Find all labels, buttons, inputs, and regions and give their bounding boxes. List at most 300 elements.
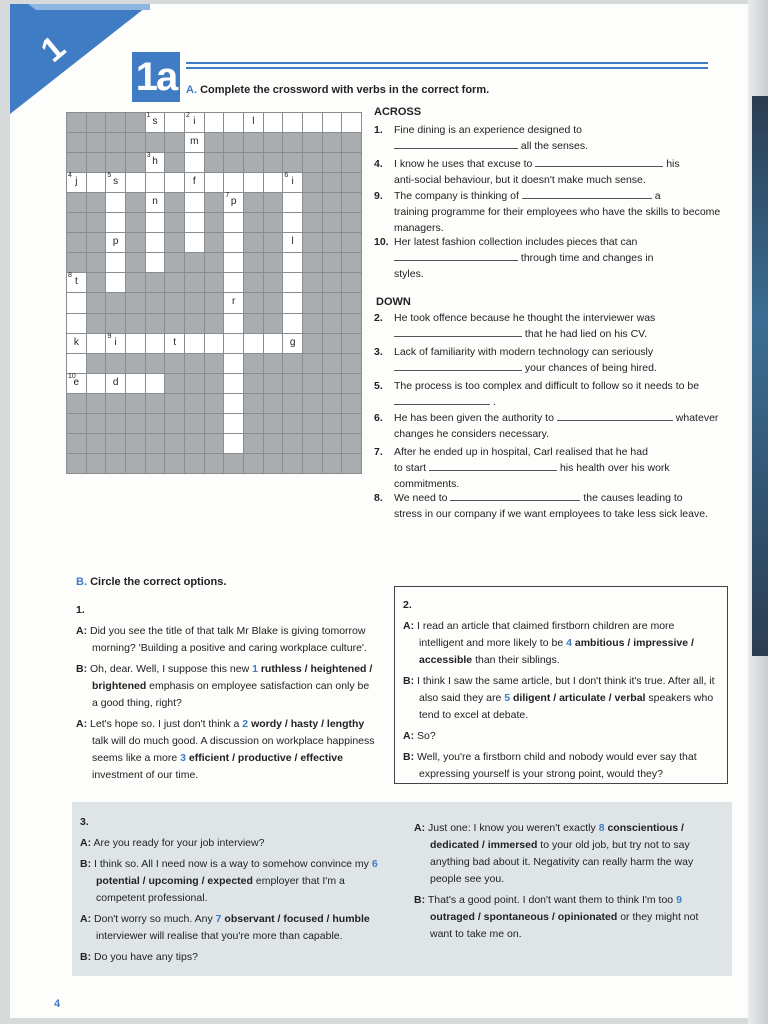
- line-text: than their siblings.: [475, 654, 560, 666]
- crossword-block: [87, 454, 106, 473]
- option-number: 2: [242, 718, 249, 730]
- crossword-cell[interactable]: [185, 193, 204, 212]
- answer-blank[interactable]: [394, 250, 518, 261]
- clue-item: [374, 344, 726, 376]
- crossword-cell[interactable]: [106, 233, 125, 252]
- crossword-cell[interactable]: [224, 293, 243, 312]
- cell-letter: n: [152, 196, 158, 208]
- clue-part: that he had lied on his CV.: [524, 328, 648, 340]
- dialogue-line: [403, 673, 719, 724]
- crossword-cell[interactable]: [264, 113, 283, 132]
- crossword-block: [244, 293, 263, 312]
- crossword-block: [185, 434, 204, 453]
- crossword-cell[interactable]: [106, 173, 125, 192]
- crossword-cell[interactable]: [205, 113, 224, 132]
- answer-blank[interactable]: [429, 460, 557, 471]
- option-number: 5: [504, 692, 511, 704]
- dialogue-line: [414, 892, 722, 943]
- clue-num: 3.: [374, 346, 383, 358]
- crossword-block: [67, 213, 86, 232]
- option-choices[interactable]: ambitious / impressive / accessible: [419, 637, 694, 666]
- section-b-title: [76, 576, 226, 588]
- crossword-block: [342, 293, 361, 312]
- cell-letter: g: [289, 336, 296, 348]
- crossword-cell[interactable]: [126, 173, 145, 192]
- crossword-block: [165, 153, 184, 172]
- option-choices[interactable]: conscientious / dedicated / immersed: [430, 822, 684, 851]
- crossword-block: [283, 133, 302, 152]
- crossword-cell[interactable]: [224, 113, 243, 132]
- crossword-cell[interactable]: [106, 273, 125, 292]
- crossword-cell[interactable]: [67, 273, 86, 292]
- crossword-block: [87, 354, 106, 373]
- clue-part: I know he uses that excuse to: [394, 158, 533, 170]
- crossword-cell[interactable]: [244, 113, 263, 132]
- crossword-block: [323, 314, 342, 333]
- crossword-block: [205, 273, 224, 292]
- crossword-block: [244, 233, 263, 252]
- crossword-block: [87, 414, 106, 433]
- crossword-cell[interactable]: [146, 173, 165, 192]
- crossword-block: [146, 454, 165, 473]
- crossword-cell[interactable]: [126, 334, 145, 353]
- clue-part: Her latest fashion collection includes pieces that can: [394, 236, 638, 248]
- clue-text: [394, 188, 726, 236]
- cell-letter: j: [75, 176, 78, 188]
- crossword-cell[interactable]: [67, 334, 86, 353]
- crossword-block: [264, 233, 283, 252]
- crossword-block: [244, 133, 263, 152]
- cell-letter: l: [291, 236, 294, 248]
- crossword-block: [205, 454, 224, 473]
- crossword-cell[interactable]: [224, 233, 243, 252]
- crossword-cell[interactable]: [185, 213, 204, 232]
- speaker: B:: [403, 675, 415, 687]
- crossword-cell[interactable]: [283, 173, 302, 192]
- line-text: Do you have any tips?: [94, 951, 198, 963]
- crossword-block: [303, 213, 322, 232]
- crossword-block: [67, 233, 86, 252]
- crossword-block: [205, 233, 224, 252]
- crossword-cell[interactable]: [264, 334, 283, 353]
- crossword-cell[interactable]: [146, 113, 165, 132]
- crossword-block: [146, 293, 165, 312]
- line-text: investment of our time.: [92, 769, 199, 781]
- cell-letter: t: [173, 336, 177, 348]
- dialogue-line: [80, 911, 390, 945]
- speaker: A:: [76, 718, 88, 730]
- crossword-block: [342, 273, 361, 292]
- crossword-block: [185, 273, 204, 292]
- crossword-cell[interactable]: [224, 213, 243, 232]
- crossword-block: [146, 434, 165, 453]
- option-choices[interactable]: efficient / productive / effective: [188, 752, 343, 764]
- crossword-grid: [66, 112, 362, 474]
- clue-item: [374, 122, 726, 154]
- workbook-page: [10, 4, 748, 1018]
- crossword-cell[interactable]: [283, 314, 302, 333]
- crossword-block: [283, 414, 302, 433]
- crossword-block: [87, 113, 106, 132]
- crossword-block: [303, 173, 322, 192]
- unit-tab-number: 1: [33, 28, 73, 70]
- crossword-block: [244, 193, 263, 212]
- clue-text: [394, 234, 726, 282]
- clue-part: anti-social behaviour, but it doesn't make much sense.: [394, 174, 646, 186]
- crossword-cell[interactable]: [224, 434, 243, 453]
- crossword-cell[interactable]: [224, 173, 243, 192]
- clue-num: 1.: [374, 124, 383, 136]
- dialogue-line: [76, 623, 376, 657]
- crossword-block: [185, 354, 204, 373]
- crossword-block: [303, 193, 322, 212]
- option-choices[interactable]: outraged / spontaneous / opinionated: [430, 911, 618, 923]
- dialogue-line: [414, 820, 722, 888]
- answer-blank[interactable]: [522, 188, 652, 199]
- crossword-block: [87, 233, 106, 252]
- dialogue-line: [80, 856, 390, 907]
- section-b-letter: B.: [76, 576, 87, 588]
- crossword-cell[interactable]: [87, 173, 106, 192]
- dialogue-line: [76, 661, 376, 712]
- line-text: I think I saw the same article, but I don't think it's true. After all, it also said they are: [417, 675, 715, 704]
- down-heading: DOWN: [376, 296, 411, 308]
- answer-blank[interactable]: [394, 360, 522, 371]
- clue-part: The process is too complex and difficult to follow so it: [394, 380, 642, 392]
- clue-num: 7.: [374, 446, 383, 458]
- crossword-block: [205, 354, 224, 373]
- crossword-cell[interactable]: [146, 253, 165, 272]
- answer-blank[interactable]: [557, 410, 673, 421]
- cell-letter: k: [73, 336, 79, 348]
- crossword-cell[interactable]: [224, 394, 243, 413]
- crossword-block: [126, 113, 145, 132]
- clue-part: He has been given the authority to: [394, 412, 554, 424]
- clue-text: [394, 378, 726, 410]
- crossword-cell[interactable]: [87, 374, 106, 393]
- clue-part: his health over his work commitments.: [394, 462, 670, 490]
- crossword-block: [323, 173, 342, 192]
- crossword-cell[interactable]: [106, 193, 125, 212]
- clue-item: [374, 490, 726, 522]
- crossword-block: [126, 193, 145, 212]
- crossword-cell[interactable]: [224, 193, 243, 212]
- crossword-block: [67, 193, 86, 212]
- crossword-block: [185, 253, 204, 272]
- line-text: or they might not want to take me on.: [430, 911, 699, 940]
- section-a-title: [186, 84, 489, 96]
- clue-part: styles.: [394, 268, 424, 280]
- crossword-block: [244, 213, 263, 232]
- crossword-cell[interactable]: [165, 113, 184, 132]
- speaker: B:: [80, 858, 92, 870]
- crossword-block: [264, 193, 283, 212]
- crossword-block: [146, 414, 165, 433]
- cell-letter: f: [192, 176, 196, 188]
- crossword-block: [126, 213, 145, 232]
- crossword-cell[interactable]: [303, 113, 322, 132]
- crossword-block: [342, 173, 361, 192]
- crossword-cell[interactable]: [224, 374, 243, 393]
- crossword-block: [342, 193, 361, 212]
- crossword-block: [264, 273, 283, 292]
- dialogue-line: [403, 728, 719, 745]
- crossword-cell[interactable]: [146, 334, 165, 353]
- dialogue-2-box: [394, 586, 728, 784]
- crossword-block: [106, 293, 125, 312]
- crossword-cell[interactable]: [106, 334, 125, 353]
- crossword-cell[interactable]: [106, 213, 125, 232]
- answer-blank[interactable]: [394, 394, 490, 405]
- clue-part: We need to: [394, 492, 448, 504]
- crossword-cell[interactable]: [323, 113, 342, 132]
- clue-part: his: [666, 158, 680, 170]
- crossword-block: [283, 434, 302, 453]
- crossword-block: [146, 394, 165, 413]
- crossword-cell[interactable]: [283, 253, 302, 272]
- crossword-block: [323, 334, 342, 353]
- crossword-block: [126, 434, 145, 453]
- clue-part: .: [492, 396, 496, 408]
- crossword-block: [126, 253, 145, 272]
- speaker: A:: [76, 625, 88, 637]
- crossword-cell[interactable]: [264, 173, 283, 192]
- crossword-cell[interactable]: [146, 153, 165, 172]
- crossword-block: [185, 314, 204, 333]
- cell-letter: p: [112, 236, 119, 248]
- option-choices[interactable]: observant / focused / humble: [224, 913, 370, 925]
- speaker: A:: [80, 913, 92, 925]
- crossword-block: [342, 454, 361, 473]
- crossword-cell[interactable]: [185, 334, 204, 353]
- answer-blank[interactable]: [450, 490, 580, 501]
- dialogue-3-right: [414, 820, 722, 947]
- crossword-cell[interactable]: [283, 273, 302, 292]
- crossword-block: [87, 394, 106, 413]
- crossword-block: [224, 454, 243, 473]
- crossword-block: [87, 293, 106, 312]
- crossword-cell[interactable]: [146, 193, 165, 212]
- crossword-block: [342, 213, 361, 232]
- crossword-block: [264, 253, 283, 272]
- crossword-cell[interactable]: [205, 334, 224, 353]
- crossword-block: [87, 253, 106, 272]
- crossword-block: [283, 354, 302, 373]
- crossword-block: [205, 133, 224, 152]
- line-text: emphasis on employee satisfaction can only be a good thing, right?: [92, 680, 370, 709]
- header-rule-bottom: [186, 67, 708, 69]
- crossword-cell[interactable]: [185, 173, 204, 192]
- crossword-block: [185, 454, 204, 473]
- crossword-block: [264, 374, 283, 393]
- clue-num: 10.: [374, 236, 389, 248]
- clue-number: 9: [107, 332, 112, 340]
- cell-letter: i: [291, 176, 294, 188]
- crossword-block: [244, 374, 263, 393]
- dialogue-line: [80, 835, 390, 852]
- crossword-block: [146, 354, 165, 373]
- clue-text: [394, 490, 726, 522]
- dialogue-line: [80, 949, 390, 966]
- option-choices[interactable]: potential / upcoming / expected: [96, 875, 253, 887]
- crossword-block: [165, 193, 184, 212]
- clue-part: training programme for their employees who have the skills to become managers.: [394, 206, 721, 234]
- crossword-cell[interactable]: [165, 173, 184, 192]
- clue-item: [374, 310, 726, 342]
- option-choices[interactable]: ruthless / heightened / brightened: [92, 663, 373, 692]
- crossword-block: [126, 394, 145, 413]
- crossword-block: [303, 434, 322, 453]
- crossword-cell[interactable]: [87, 334, 106, 353]
- crossword-cell[interactable]: [67, 173, 86, 192]
- crossword-cell[interactable]: [185, 133, 204, 152]
- answer-blank[interactable]: [394, 138, 518, 149]
- crossword-block: [323, 394, 342, 413]
- crossword-block: [303, 253, 322, 272]
- crossword-block: [224, 153, 243, 172]
- crossword-block: [126, 314, 145, 333]
- dialogue-number: 3.: [80, 816, 89, 828]
- crossword-cell[interactable]: [244, 173, 263, 192]
- crossword-block: [323, 153, 342, 172]
- crossword-block: [106, 133, 125, 152]
- clue-text: [394, 156, 726, 188]
- crossword-cell[interactable]: [244, 334, 263, 353]
- crossword-cell[interactable]: [283, 293, 302, 312]
- crossword-cell[interactable]: [185, 153, 204, 172]
- crossword-cell[interactable]: [283, 334, 302, 353]
- crossword-cell[interactable]: [224, 253, 243, 272]
- crossword-block: [106, 113, 125, 132]
- section-a-instruction: Complete the crossword with verbs in the correct form.: [200, 84, 490, 96]
- crossword-cell[interactable]: [126, 374, 145, 393]
- clue-part: needs to be: [644, 380, 700, 392]
- crossword-cell[interactable]: [146, 233, 165, 252]
- answer-blank[interactable]: [535, 156, 663, 167]
- crossword-block: [126, 293, 145, 312]
- crossword-block: [342, 314, 361, 333]
- speaker: B:: [403, 751, 415, 763]
- crossword-cell[interactable]: [224, 314, 243, 333]
- crossword-block: [87, 153, 106, 172]
- crossword-block: [67, 434, 86, 453]
- crossword-block: [146, 273, 165, 292]
- crossword-block: [303, 293, 322, 312]
- crossword-cell[interactable]: [67, 374, 86, 393]
- cell-letter: i: [114, 336, 117, 348]
- dialogue-2: [403, 597, 719, 783]
- crossword-block: [323, 374, 342, 393]
- clue-text: [394, 444, 726, 492]
- dialogue-line: [403, 618, 719, 669]
- crossword-block: [106, 414, 125, 433]
- crossword-cell[interactable]: [185, 233, 204, 252]
- clue-number: 10: [68, 372, 76, 380]
- clue-item: [374, 444, 726, 492]
- crossword-cell[interactable]: [224, 334, 243, 353]
- crossword-cell[interactable]: [67, 354, 86, 373]
- option-choices[interactable]: wordy / hasty / lengthy: [251, 718, 365, 730]
- crossword-block: [205, 394, 224, 413]
- crossword-cell[interactable]: [342, 113, 361, 132]
- crossword-block: [67, 153, 86, 172]
- crossword-block: [342, 334, 361, 353]
- dialogue-line: [76, 716, 376, 784]
- crossword-block: [342, 354, 361, 373]
- speaker: A:: [80, 837, 92, 849]
- clue-part: whatever changes he considers necessary.: [394, 412, 719, 440]
- crossword-block: [303, 454, 322, 473]
- option-number: 3: [180, 752, 186, 764]
- crossword-block: [185, 394, 204, 413]
- crossword-block: [126, 273, 145, 292]
- crossword-cell[interactable]: [283, 213, 302, 232]
- crossword-block: [283, 374, 302, 393]
- line-text: to your old job, but try not to say anything bad about it. Negativity can really harm the way people see you.: [430, 839, 694, 885]
- crossword-block: [244, 253, 263, 272]
- crossword-cell[interactable]: [224, 414, 243, 433]
- crossword-cell[interactable]: [224, 354, 243, 373]
- crossword-block: [244, 454, 263, 473]
- crossword-block: [87, 213, 106, 232]
- crossword-cell[interactable]: [67, 293, 86, 312]
- crossword-block: [342, 233, 361, 252]
- crossword-cell[interactable]: [224, 273, 243, 292]
- clue-number: 3: [146, 152, 151, 160]
- crossword-block: [323, 293, 342, 312]
- crossword-block: [106, 454, 125, 473]
- crossword-cell[interactable]: [185, 113, 204, 132]
- clue-number: 1: [146, 112, 151, 119]
- cell-letter: t: [74, 276, 78, 288]
- line-text: Just one: I know you weren't exactly: [428, 822, 596, 834]
- clue-part: He took offence because he thought the interviewer was: [394, 312, 656, 324]
- crossword-cell[interactable]: [165, 334, 184, 353]
- line-text: That's a good point. I don't want them to think I'm too: [427, 894, 674, 906]
- header-rule-top: [186, 62, 708, 64]
- clue-text: [394, 410, 726, 442]
- crossword-block: [87, 193, 106, 212]
- crossword-cell[interactable]: [106, 253, 125, 272]
- crossword-block: [342, 434, 361, 453]
- answer-blank[interactable]: [394, 326, 522, 337]
- crossword-block: [264, 434, 283, 453]
- crossword-block: [106, 434, 125, 453]
- crossword-cell[interactable]: [146, 213, 165, 232]
- crossword-cell[interactable]: [146, 374, 165, 393]
- crossword-cell[interactable]: [106, 374, 125, 393]
- crossword-block: [165, 434, 184, 453]
- line-text: interviewer will realise that you're more than capable.: [96, 930, 343, 942]
- crossword-cell[interactable]: [67, 314, 86, 333]
- crossword-cell[interactable]: [283, 113, 302, 132]
- option-choices[interactable]: diligent / articulate / verbal: [513, 692, 646, 704]
- clue-part: the causes leading to: [583, 492, 683, 504]
- crossword-cell[interactable]: [205, 173, 224, 192]
- crossword-block: [185, 374, 204, 393]
- crossword-block: [106, 354, 125, 373]
- clue-item: [374, 188, 726, 236]
- line-text: So?: [417, 730, 436, 742]
- clue-num: 5.: [374, 380, 383, 392]
- crossword-block: [323, 434, 342, 453]
- clue-number: 5: [107, 172, 112, 180]
- crossword-block: [165, 374, 184, 393]
- crossword-cell[interactable]: [283, 193, 302, 212]
- cell-letter: r: [231, 296, 236, 308]
- crossword-block: [165, 133, 184, 152]
- crossword-cell[interactable]: [283, 233, 302, 252]
